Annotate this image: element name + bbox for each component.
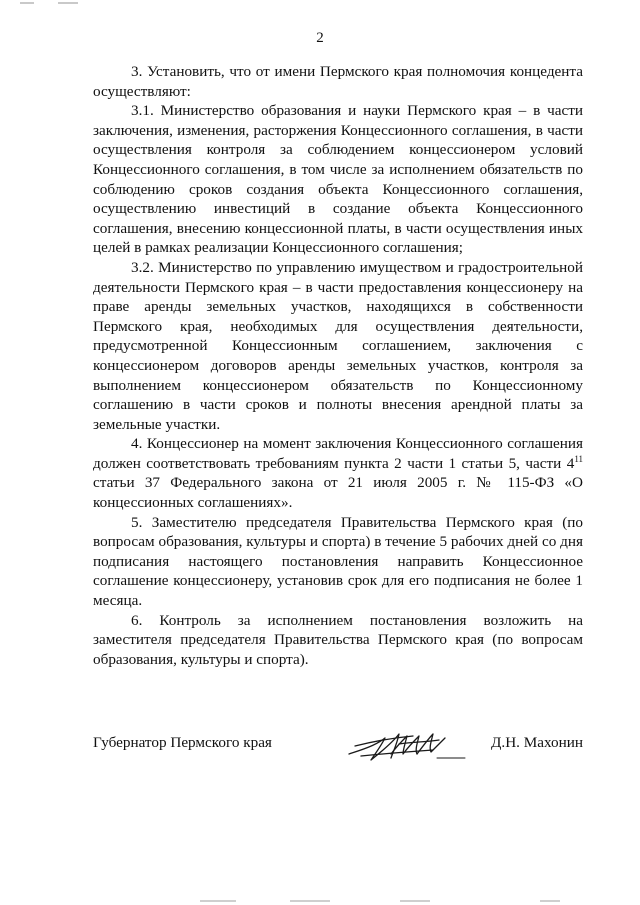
paragraph-4-superscript: 11 bbox=[574, 453, 583, 464]
paragraph-3: 3. Установить, что от имени Пермского края полномочия концедента осуществляют: bbox=[93, 63, 583, 100]
paragraph-5: 5. Заместителю председателя Правительства Пермского края (по вопросам образования, культуры и спорта) в течение 5 рабочих дней со дня подписания настоящего постановления направить Концессионное соглашение концессионеру, установив срок для его подписания не более 1 месяца. bbox=[93, 513, 583, 610]
signatory-name: Д.Н. Махонин bbox=[491, 734, 583, 751]
paragraph-4-text-before: 4. Концессионер на момент заключения Концессионного соглашения должен соответствовать требованиям пункта 2 части 1 статьи 5, части 4 bbox=[93, 435, 583, 472]
scan-edge-marks-top bbox=[0, 0, 640, 8]
paragraph-4-text-after: статьи 37 Федерального закона от 21 июля 2005 г. № 115-ФЗ «О концессионных соглашениях». bbox=[93, 474, 583, 512]
signature-block bbox=[93, 730, 583, 770]
handwritten-signature bbox=[341, 724, 471, 766]
paragraph-4 bbox=[93, 434, 583, 512]
page-number: 2 bbox=[316, 30, 324, 46]
paragraph-3-2: 3.2. Министерство по управлению имуществом и градостроительной деятельности Пермского края – в части предоставления концессионеру на праве аренды земельных участков, находящихся в собственности Пермского края, необходимых для осуществления деятельности, предусмотренной Концессионным соглашением, заключения с концессионером договоров аренды земельных участков, контроля за выполнением концессионером обязательств по Концессионному соглашению в части сроков и полноты внесения арендной платы за земельные участки. bbox=[93, 258, 583, 433]
document-body bbox=[93, 62, 583, 669]
scan-edge-marks-bottom bbox=[0, 895, 640, 905]
signatory-role: Губернатор Пермского края bbox=[93, 734, 272, 751]
paragraph-6: 6. Контроль за исполнением постановления возложить на заместителя председателя Правительства Пермского края (по вопросам образования, культуры и спорта). bbox=[93, 611, 583, 668]
paragraph-3-1: 3.1. Министерство образования и науки Пермского края – в части заключения, изменения, расторжения Концессионного соглашения, в части осуществления контроля за соблюдением концессионером условий Концессионного соглашения, в том числе за исполнением обязательств по соблюдению сроков создания объекта Концессионного соглашения, осуществлению инвестиций в создание объекта Концессионного соглашения, внесению концессионной платы, в части осуществления иных целей в рамках реализации Концессионного соглашения; bbox=[93, 102, 583, 257]
